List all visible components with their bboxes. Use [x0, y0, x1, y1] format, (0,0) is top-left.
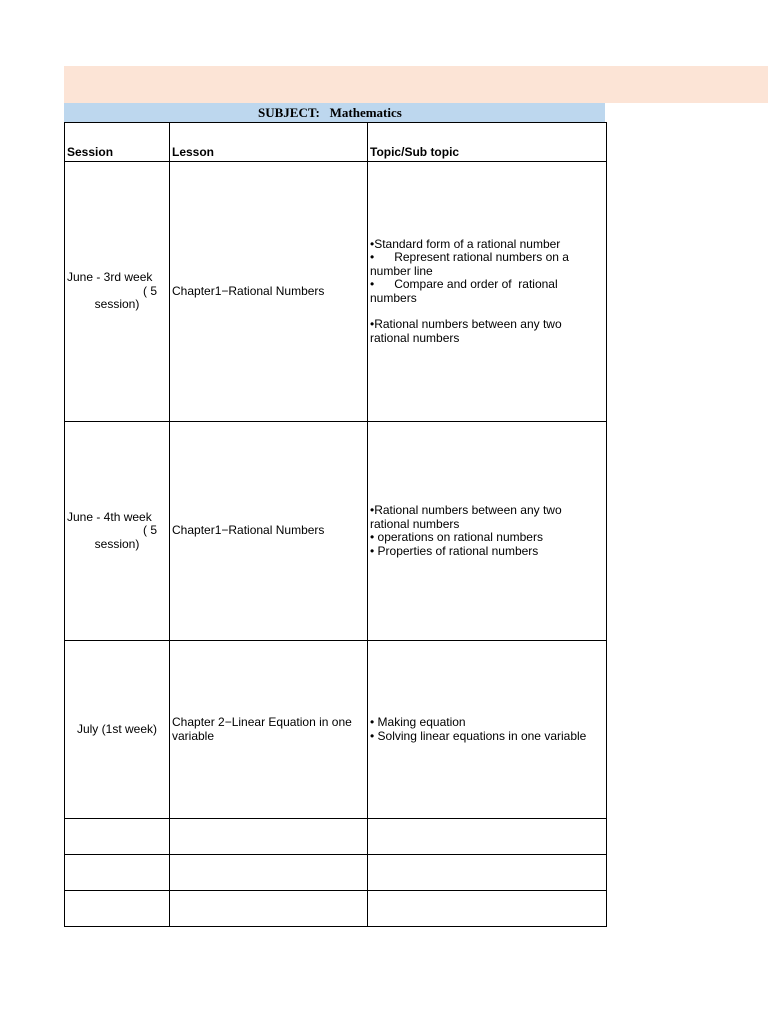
topic-item: •Rational numbers between any two rational numbers — [370, 317, 565, 345]
session-text: ( 5 — [142, 283, 157, 298]
session-text: session) — [94, 536, 140, 551]
topic-item: • operations on rational numbers — [370, 530, 543, 544]
session-text: ( 5 — [142, 523, 157, 538]
topic-item: • Represent rational numbers on a number line — [370, 250, 573, 278]
session-cell — [65, 422, 170, 641]
session-text: session) — [94, 297, 140, 312]
empty-cell — [368, 891, 607, 927]
subject-title: SUBJECT: Mathematics — [258, 105, 402, 120]
header-lesson: Lesson — [170, 123, 368, 162]
session-cell — [65, 162, 170, 422]
session-text: July (1st week) — [76, 721, 157, 736]
topic-item: • Properties of rational numbers — [370, 543, 539, 558]
empty-cell — [170, 891, 368, 927]
topic-item: • Solving linear equations in one variable — [370, 728, 587, 743]
header-session: Session — [65, 123, 170, 162]
empty-cell — [170, 855, 368, 891]
topic-cell — [368, 162, 607, 422]
table-header-row — [65, 123, 607, 162]
header-band — [64, 66, 768, 103]
empty-cell — [65, 819, 170, 855]
table-row — [65, 162, 607, 422]
lesson-cell: Chapter1−Rational Numbers — [170, 422, 368, 641]
table-row — [65, 422, 607, 641]
session-text: June - 4th week — [67, 509, 152, 524]
empty-cell — [368, 819, 607, 855]
topic-cell — [368, 422, 607, 641]
empty-table-row — [65, 855, 607, 891]
empty-cell — [368, 855, 607, 891]
subject-bar — [64, 103, 605, 122]
empty-table-row — [65, 891, 607, 927]
topic-item: •Standard form of a rational number — [370, 236, 561, 251]
empty-cell — [65, 855, 170, 891]
topic-item: • Making equation — [370, 715, 466, 729]
session-text: June - 3rd week — [67, 270, 153, 285]
table-row — [65, 641, 607, 819]
empty-table-row — [65, 819, 607, 855]
topic-item: •Rational numbers between any two rational numbers — [370, 503, 565, 531]
lesson-cell: Chapter 2−Linear Equation in one variable — [170, 641, 368, 819]
lesson-cell: Chapter1−Rational Numbers — [170, 162, 368, 422]
header-topic: Topic/Sub topic — [368, 123, 607, 162]
topic-cell — [368, 641, 607, 819]
topic-item: • Compare and order of rational numbers — [370, 277, 561, 305]
empty-cell — [170, 819, 368, 855]
session-cell — [65, 641, 170, 819]
empty-cell — [65, 891, 170, 927]
lesson-plan-table — [64, 122, 607, 927]
